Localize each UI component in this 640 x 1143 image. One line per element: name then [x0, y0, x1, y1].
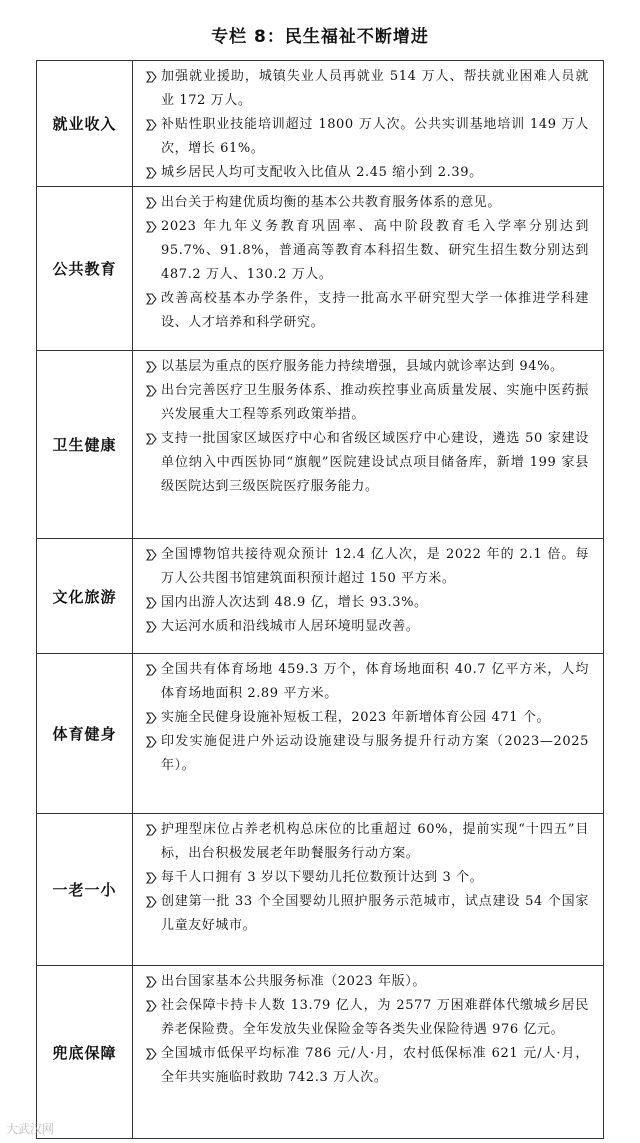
list-item — [141, 866, 589, 890]
hollow-diamond-arrow-icon — [141, 866, 161, 884]
item-text: 改善高校基本办学条件，支持一批高水平研究型大学一体推进学科建设、人才培养和科学研究。 — [161, 291, 589, 330]
category-label: 卫生健康 — [37, 351, 133, 538]
item-list — [133, 539, 603, 653]
list-item — [141, 427, 589, 499]
item-list — [133, 187, 603, 350]
hollow-diamond-arrow-icon — [141, 355, 161, 373]
item-text: 创建第一批 33 个全国婴幼儿照护服务示范城市，试点建设 54 个国家儿童友好城市。 — [161, 894, 589, 933]
page-title: 专栏 8：民生福祉不断增进 — [211, 27, 429, 47]
hollow-diamond-arrow-icon — [141, 615, 161, 633]
hollow-diamond-arrow-icon — [141, 706, 161, 724]
table-row — [37, 187, 603, 351]
item-text: 2023 年九年义务教育巩固率、高中阶段教育毛入学率分别达到 95.7%、91.8%，普通高等教育本科招生数、研究生招生数分别达到 487.2 万人、130.2 万人。 — [161, 219, 589, 282]
hollow-diamond-arrow-icon — [141, 591, 161, 609]
table-row — [37, 814, 603, 966]
list-item — [141, 191, 589, 215]
item-list — [133, 966, 603, 1138]
item-text: 支持一批国家区域医疗中心和省级区域医疗中心建设，遴选 50 家建设单位纳入中西医协同“旗舰”医院建设试点项目储备库，新增 199 家县级医院达到三级医院医疗服务能力。 — [161, 431, 589, 494]
hollow-diamond-arrow-icon — [141, 287, 161, 305]
hollow-diamond-arrow-icon — [141, 890, 161, 908]
item-text: 护理型床位占养老机构总床位的比重超过 60%，提前实现“十四五”目标，出台积极发展老年助餐服务行动方案。 — [161, 822, 589, 861]
hollow-diamond-arrow-icon — [141, 191, 161, 209]
list-item — [141, 543, 589, 591]
category-label: 一老一小 — [37, 814, 133, 965]
hollow-diamond-arrow-icon — [141, 730, 161, 748]
table-row — [37, 654, 603, 814]
hollow-diamond-arrow-icon — [141, 658, 161, 676]
list-item — [141, 215, 589, 287]
table-row — [37, 539, 603, 654]
list-item — [141, 113, 589, 161]
hollow-diamond-arrow-icon — [141, 994, 161, 1012]
item-text: 全国博物馆共接待观众预计 12.4 亿人次，是 2022 年的 2.1 倍。每万人公共图书馆建筑面积预计超过 150 平方米。 — [161, 547, 589, 586]
hollow-diamond-arrow-icon — [141, 113, 161, 131]
item-list — [133, 351, 603, 538]
list-item — [141, 591, 589, 615]
category-label: 公共教育 — [37, 187, 133, 350]
list-item — [141, 970, 589, 994]
item-text: 印发实施促进户外运动设施建设与服务提升行动方案（2023—2025 年）。 — [161, 734, 589, 773]
list-item — [141, 287, 589, 335]
table-row — [37, 351, 603, 539]
category-label: 文化旅游 — [37, 539, 133, 653]
hollow-diamond-arrow-icon — [141, 65, 161, 83]
hollow-diamond-arrow-icon — [141, 543, 161, 561]
item-text: 城乡居民人均可支配收入比值从 2.45 缩小到 2.39。 — [161, 165, 483, 180]
list-item — [141, 65, 589, 113]
item-list — [133, 61, 603, 186]
item-text: 实施全民健身设施补短板工程，2023 年新增体育公园 471 个。 — [161, 710, 551, 725]
list-item — [141, 161, 589, 185]
category-label: 体育健身 — [37, 654, 133, 813]
list-item — [141, 379, 589, 427]
list-item — [141, 355, 589, 379]
list-item — [141, 890, 589, 938]
hollow-diamond-arrow-icon — [141, 379, 161, 397]
category-label: 兜底保障 — [37, 966, 133, 1138]
hollow-diamond-arrow-icon — [141, 215, 161, 233]
item-text: 出台完善医疗卫生服务体系、推动疾控事业高质量发展、实施中医药振兴发展重大工程等系列政策举措。 — [161, 383, 589, 422]
hollow-diamond-arrow-icon — [141, 970, 161, 988]
item-list — [133, 814, 603, 965]
category-label: 就业收入 — [37, 61, 133, 186]
item-text: 全国共有体育场地 459.3 万个，体育场地面积 40.7 亿平方米，人均体育场地面积 2.89 平方米。 — [161, 662, 589, 701]
item-text: 以基层为重点的医疗服务能力持续增强，县域内就诊率达到 94%。 — [161, 359, 564, 374]
list-item — [141, 730, 589, 778]
list-item — [141, 818, 589, 866]
item-text: 每千人口拥有 3 岁以下婴幼儿托位数预计达到 3 个。 — [161, 870, 484, 885]
table-row — [37, 966, 603, 1139]
welfare-table — [36, 60, 604, 1139]
hollow-diamond-arrow-icon — [141, 427, 161, 445]
hollow-diamond-arrow-icon — [141, 818, 161, 836]
item-text: 社会保障卡持卡人数 13.79 亿人，为 2577 万困难群体代缴城乡居民养老保险费。全年发放失业保险金等各类失业保险待遇 976 亿元。 — [161, 998, 589, 1037]
item-text: 出台关于构建优质均衡的基本公共教育服务体系的意见。 — [161, 195, 502, 210]
list-item — [141, 706, 589, 730]
item-text: 全国城市低保平均标准 786 元/人·月，农村低保标准 621 元/人·月，全年共实施临时救助 742.3 万人次。 — [161, 1046, 589, 1085]
list-item — [141, 658, 589, 706]
item-text: 大运河水质和沿线城市人居环境明显改善。 — [161, 619, 420, 634]
item-text: 加强就业援助，城镇失业人员再就业 514 万人、帮扶就业困难人员就业 172 万人。 — [161, 69, 589, 108]
watermark: 大武汉网 — [6, 1122, 55, 1136]
list-item — [141, 615, 589, 639]
hollow-diamond-arrow-icon — [141, 161, 161, 179]
list-item — [141, 1042, 589, 1090]
list-item — [141, 994, 589, 1042]
item-text: 出台国家基本公共服务标准（2023 年版）。 — [161, 974, 426, 989]
table-row — [37, 61, 603, 187]
item-text: 补贴性职业技能培训超过 1800 万人次。公共实训基地培训 149 万人次，增长 61%。 — [161, 117, 589, 156]
item-text: 国内出游人次达到 48.9 亿，增长 93.3%。 — [161, 595, 428, 610]
hollow-diamond-arrow-icon — [141, 1042, 161, 1060]
item-list — [133, 654, 603, 813]
